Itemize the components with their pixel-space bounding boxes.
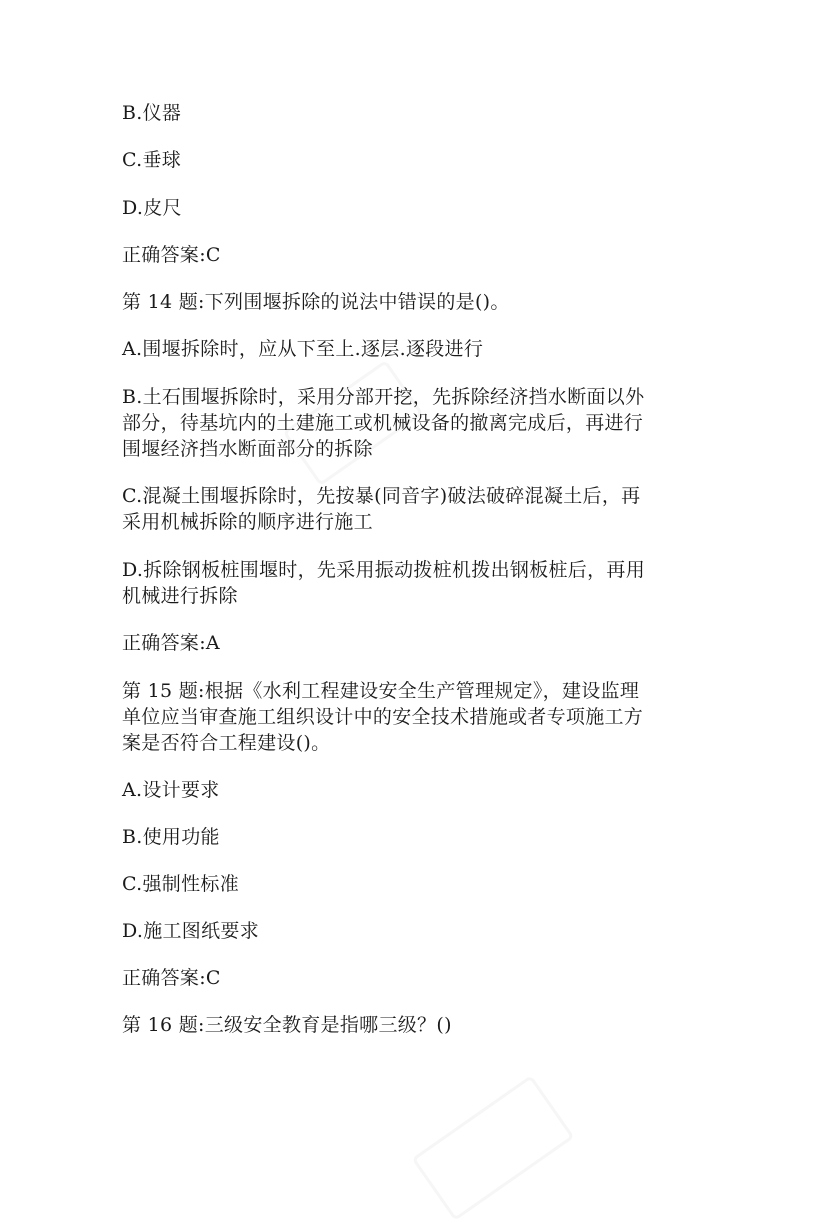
q14-answer: 正确答案:A [122,632,220,654]
answer-line: 正确答案:C [122,244,221,266]
q15-option-a: A.设计要求 [122,779,220,801]
q15-option-b: B.使用功能 [122,826,220,848]
q15-option-c: C.强制性标准 [122,873,240,895]
q14-option-c-line-2: 采用机械拆除的顺序进行施工 [122,511,373,533]
question-15-line-2: 单位应当审查施工组织设计中的安全技术措施或者专项施工方 [122,706,644,728]
question-16: 第 16 题:三级安全教育是指哪三级？() [122,1014,452,1036]
q14-option-d-line-1: D.拆除钢板桩围堰时，先采用振动拨桩机拨出钢板桩后，再用 [122,559,645,581]
q15-answer: 正确答案:C [122,967,221,989]
q14-option-b-line-1: B.土石围堰拆除时，采用分部开挖，先拆除经济挡水断面以外 [122,386,645,408]
question-15-line-3: 案是否符合工程建设()。 [122,732,331,754]
q15-option-d: D.施工图纸要求 [122,920,259,942]
q14-option-b-line-2: 部分，待基坑内的土建施工或机械设备的撤离完成后，再进行 [122,412,644,434]
q14-option-c-line-1: C.混凝土围堰拆除时，先按暴(同音字)破法破碎混凝土后，再 [122,485,641,507]
option-c-line: C.垂球 [122,149,182,171]
q14-option-d-line-2: 机械进行拆除 [122,585,238,607]
question-14: 第 14 题:下列围堰拆除的说法中错误的是()。 [122,291,510,313]
option-b-line: B.仪器 [122,102,182,124]
option-d-line: D.皮尺 [122,197,182,219]
q14-option-b-line-3: 围堰经济挡水断面部分的拆除 [122,438,373,460]
watermark-stamp [411,1075,574,1221]
question-15-line-1: 第 15 题:根据《水利工程建设安全生产管理规定》，建设监理 [122,680,640,702]
q14-option-a: A.围堰拆除时，应从下至上.逐层.逐段进行 [122,338,484,360]
